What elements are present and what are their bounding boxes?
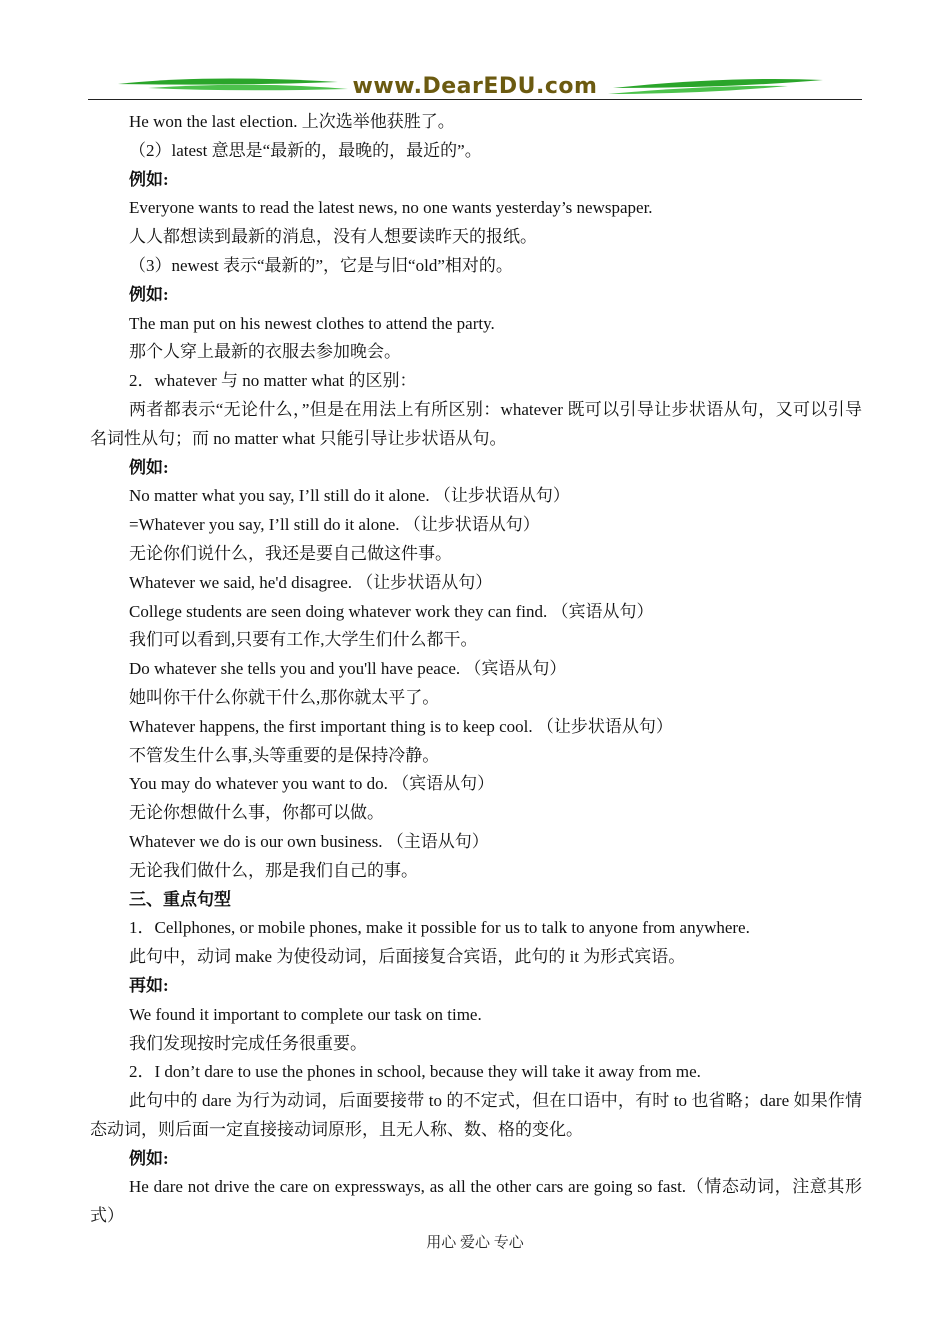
- text-line: 她叫你干什么你就干什么,那你就太平了。: [129, 687, 440, 707]
- text-line: 人人都想读到最新的消息，没有人想要读昨天的报纸。: [129, 227, 537, 247]
- text-line: Everyone wants to read the latest news, no one wants yesterday’s newspaper.: [129, 198, 653, 218]
- page-footer: 用心 爱心 专心: [426, 1235, 524, 1251]
- document-body: [90, 108, 862, 1231]
- section-heading: 例如:: [129, 457, 169, 477]
- section-heading: 例如:: [129, 169, 169, 189]
- text-line: 无论你们说什么，我还是要自己做这件事。: [129, 543, 452, 563]
- text-line: （2）latest 意思是“最新的，最晚的，最近的”。: [129, 140, 482, 160]
- page-header: [88, 72, 862, 102]
- text-line: 我们发现按时完成任务很重要。: [129, 1033, 367, 1053]
- text-line: He dare not drive the care on expressways, as all the other cars are going so fast.（情态动词，注意其形式）: [90, 1177, 862, 1226]
- section-heading: 例如:: [129, 1148, 169, 1168]
- text-line: College students are seen doing whatever work they can find. （宾语从句）: [129, 601, 654, 621]
- header-site-logo: www.DearEDU.com: [352, 74, 598, 99]
- text-line: 无论你想做什么事，你都可以做。: [129, 803, 384, 823]
- section-heading: 再如:: [129, 975, 169, 995]
- section-heading: 例如:: [129, 284, 169, 304]
- text-line: （3）newest 表示“最新的”，它是与旧“old”相对的。: [129, 255, 513, 275]
- text-line: 此句中，动词 make 为使役动词，后面接复合宾语，此句的 it 为形式宾语。: [129, 947, 686, 967]
- text-line: 此句中的 dare 为行为动词，后面要接带 to 的不定式，但在口语中，有时 to 也省略；dare 如果作情态动词，则后面一定直接接动词原形，且无人称、数、格的变化。: [90, 1091, 862, 1139]
- text-line: 1．Cellphones, or mobile phones, make it possible for us to talk to anyone from anywhere.: [129, 918, 750, 938]
- text-line: No matter what you say, I’ll still do it alone. （让步状语从句）: [129, 486, 570, 506]
- text-line: You may do whatever you want to do. （宾语从句）: [129, 774, 495, 794]
- text-line: 我们可以看到,只要有工作,大学生们什么都干。: [129, 630, 478, 650]
- text-line: Whatever happens, the first important thing is to keep cool. （让步状语从句）: [129, 716, 673, 736]
- text-line: 2．whatever 与 no matter what 的区别：: [129, 371, 417, 391]
- text-line: 2．I don’t dare to use the phones in school, because they will take it away from me.: [129, 1062, 701, 1082]
- text-line: He won the last election. 上次选举他获胜了。: [129, 112, 455, 131]
- text-line: The man put on his newest clothes to attend the party.: [129, 313, 495, 333]
- text-line: 那个人穿上最新的衣服去参加晚会。: [129, 342, 401, 362]
- text-line: Whatever we said, he'd disagree. （让步状语从句）: [129, 572, 493, 592]
- text-line: Whatever we do is our own business. （主语从句）: [129, 831, 489, 851]
- section-heading: 三、重点句型: [129, 889, 231, 909]
- text-line: We found it important to complete our task on time.: [129, 1004, 482, 1024]
- text-line: 不管发生什么事,头等重要的是保持冷静。: [129, 745, 440, 765]
- header-rule: [88, 99, 862, 100]
- text-line: Do whatever she tells you and you'll have peace. （宾语从句）: [129, 659, 567, 679]
- text-line: 两者都表示“无论什么，”但是在用法上有所区别：whatever 既可以引导让步状语从句，又可以引导名词性从句；而 no matter what 只能引导让步状语从句。: [90, 399, 862, 448]
- text-line: =Whatever you say, I’ll still do it alone. （让步状语从句）: [129, 515, 540, 535]
- text-line: 无论我们做什么，那是我们自己的事。: [129, 860, 418, 880]
